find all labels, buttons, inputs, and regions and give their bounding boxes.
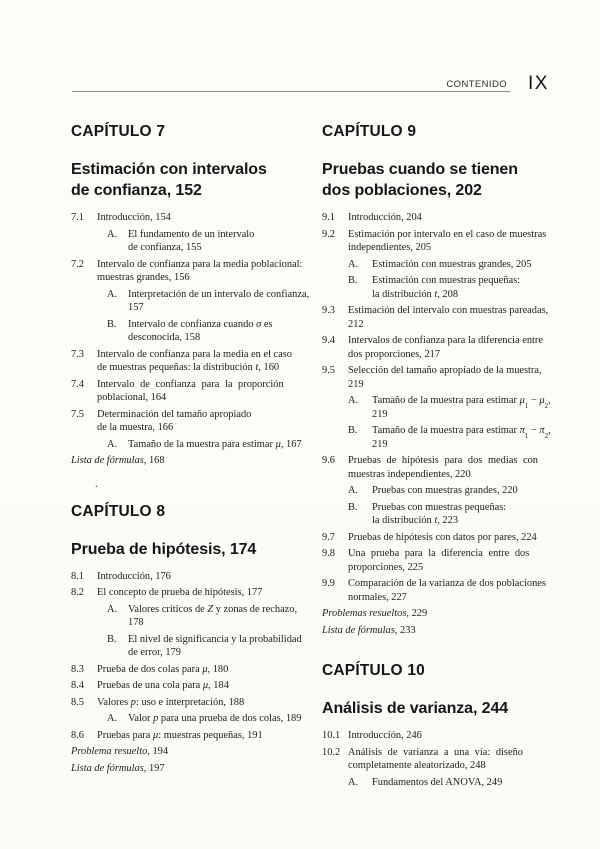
entry-number: A.	[107, 603, 118, 615]
entry-text: Tamaño de la muestra para estimar μ, 167	[128, 438, 302, 450]
entry-number: 10.2	[322, 746, 341, 758]
chapter-7-entries	[71, 211, 310, 468]
entry-number: A.	[107, 228, 118, 240]
entry-text: Lista de fórmulas, 168	[71, 455, 165, 466]
entry-text: Pruebas con muestras pequeñas: la distribución t, 223	[372, 501, 507, 526]
entry-number: B.	[348, 275, 358, 286]
column-right	[322, 124, 555, 792]
toc-entry	[71, 408, 302, 435]
entry-text: Lista de fórmulas, 233	[322, 624, 416, 636]
toc-entry	[322, 729, 555, 743]
entry-number: 8.1	[71, 570, 84, 582]
entry-text: Intervalo de confianza para la proporción poblacional, 164	[97, 378, 284, 403]
entry-number: 8.5	[71, 696, 84, 708]
toc-entry	[322, 394, 555, 421]
toc-entry	[71, 228, 302, 255]
entry-text: Fundamentos del ANOVA, 249	[372, 776, 503, 788]
toc-entry	[322, 746, 555, 773]
entry-text: Intervalo de confianza para la media en el caso de muestras pequeñas: la distribución t, 160	[97, 348, 293, 373]
running-head-label: CONTENIDO	[446, 79, 507, 90]
toc-entry	[71, 211, 302, 225]
entry-text: Selección del tamaño apropiado de la muestra, 219	[348, 365, 542, 390]
entry-number: 8.2	[71, 587, 84, 598]
entry-text: Valores p: uso e interpretación, 188	[97, 696, 245, 708]
entry-number: A.	[107, 288, 118, 300]
chapter-8-kicker: CAPÍTULO 8	[71, 502, 166, 520]
entry-number: 9.1	[322, 212, 335, 223]
toc-entry	[322, 577, 555, 604]
entry-number: 9.6	[322, 455, 335, 466]
entry-number: 7.2	[71, 258, 84, 270]
entry-text: Tamaño de la muestra para estimar $\mu_1 - \mu_2$, 219	[372, 395, 551, 420]
toc-entry	[71, 712, 302, 726]
toc-entry	[322, 274, 555, 301]
toc-entry	[71, 438, 302, 452]
toc-entry	[322, 484, 555, 498]
entry-text: Problemas resueltos, 229	[322, 608, 428, 619]
entry-number: 9.4	[322, 335, 335, 346]
entry-number: 9.3	[322, 305, 335, 316]
entry-text: Lista de fórmulas, 197	[71, 762, 165, 774]
toc-entry	[71, 318, 302, 345]
entry-text: Estimación con muestras grandes, 205	[372, 258, 532, 270]
toc-entry	[71, 288, 310, 315]
entry-text: Introducción, 246	[348, 730, 422, 741]
toc-entry	[71, 258, 302, 285]
entry-text: Pruebas de hipótesis para dos medias con muestras independientes, 220	[348, 455, 538, 480]
entry-text: Valores críticos de Z y zonas de rechazo, 178	[128, 603, 298, 628]
toc-entry	[322, 364, 555, 391]
entry-text: Análisis de varianza a una vía: diseño completamente aleatorizado, 248	[348, 746, 523, 771]
entry-text: Intervalos de confianza para la diferencia entre dos proporciones, 217	[348, 335, 543, 360]
entry-text: Problema resuelto, 194	[71, 746, 169, 757]
toc-entry	[322, 607, 555, 621]
entry-number: 9.2	[322, 228, 335, 240]
toc-entry	[322, 258, 555, 272]
entry-number: 10.1	[322, 730, 341, 741]
toc-entry	[322, 211, 555, 225]
entry-text: Determinación del tamaño apropiado de la muestra, 166	[97, 408, 252, 433]
chapter-8	[71, 504, 302, 776]
scan-artifact-dot: .	[95, 478, 98, 490]
entry-text: Una prueba para la diferencia entre dos proporciones, 225	[348, 548, 530, 573]
toc-entry	[322, 304, 555, 331]
entry-number: 7.3	[71, 348, 84, 360]
entry-number: 8.4	[71, 680, 84, 691]
chapter-10	[322, 663, 555, 789]
toc-entry	[71, 586, 302, 600]
toc-entry	[322, 424, 555, 451]
toc-entry	[71, 603, 302, 630]
toc-entry	[71, 762, 302, 776]
entry-number: A.	[107, 713, 118, 724]
entry-number: A.	[348, 258, 359, 270]
entry-number: 9.5	[322, 365, 335, 376]
chapter-9-kicker: CAPÍTULO 9	[322, 123, 417, 140]
entry-text: Tamaño de la muestra para estimar $\pi_1 - \pi_2$, 219	[372, 425, 551, 450]
chapter-10-kicker: CAPÍTULO 10	[322, 662, 425, 679]
toc-entry	[71, 378, 302, 405]
toc-entry	[71, 348, 302, 375]
entry-text: Pruebas con muestras grandes, 220	[372, 485, 518, 496]
entry-number: 8.3	[71, 663, 84, 675]
chapter-10-title: Análisis de varianza, 244	[322, 700, 509, 717]
entry-number: A.	[348, 395, 359, 406]
toc-entry	[71, 454, 302, 468]
toc-entry	[71, 745, 302, 759]
toc-entry	[322, 501, 555, 528]
chapter-9-title: Pruebas cuando se tienen dos poblaciones, 202	[322, 161, 518, 199]
entry-text: Intervalo de confianza para la media poblacional: muestras grandes, 156	[97, 258, 303, 283]
chapter-7-title: Estimación con intervalos de confianza, 152	[71, 161, 267, 199]
entry-text: Intervalo de confianza cuando σ es desconocida, 158	[128, 318, 273, 343]
entry-number: 9.9	[322, 578, 335, 589]
chapter-9	[322, 124, 555, 637]
entry-number: 9.7	[322, 531, 335, 543]
entry-text: Pruebas de una cola para μ, 184	[97, 680, 229, 691]
chapter-7	[71, 123, 310, 468]
entry-number: A.	[348, 485, 359, 496]
toc-entry	[322, 776, 555, 790]
chapter-7-kicker: CAPÍTULO 7	[71, 123, 166, 140]
page-number: IX	[528, 73, 549, 94]
toc-entry	[322, 454, 555, 481]
entry-text: Prueba de dos colas para μ, 180	[97, 663, 229, 675]
entry-text: Pruebas para μ: muestras pequeñas, 191	[97, 729, 263, 741]
chapter-9-entries	[322, 211, 555, 637]
entry-text: El concepto de prueba de hipótesis, 177	[97, 587, 263, 598]
entry-text: Introducción, 176	[97, 570, 171, 582]
toc-entry	[322, 334, 555, 361]
toc-entry	[71, 696, 302, 710]
entry-number: B.	[348, 425, 358, 436]
toc-entry	[322, 624, 555, 638]
entry-text: Comparación de la varianza de dos poblaciones normales, 227	[348, 578, 546, 603]
entry-text: Valor p para una prueba de dos colas, 189	[128, 713, 302, 724]
entry-text: Interpretación de un intervalo de confianza, 157	[128, 288, 310, 313]
toc-entry	[322, 228, 555, 255]
toc-entry	[71, 570, 302, 584]
entry-text: Estimación del intervalo con muestras pareadas, 212	[348, 305, 549, 330]
entry-number: B.	[348, 501, 358, 513]
entry-text: El fundamento de un intervalo de confianza, 155	[128, 228, 255, 253]
entry-number: 7.5	[71, 408, 84, 420]
entry-number: B.	[107, 318, 117, 330]
entry-number: A.	[107, 438, 118, 450]
entry-number: B.	[107, 633, 117, 645]
entry-text: El nivel de significancia y la probabilidad de error, 179	[128, 633, 302, 658]
toc-entry	[71, 679, 302, 693]
entry-number: A.	[348, 776, 359, 788]
chapter-8-title: Prueba de hipótesis, 174	[71, 540, 257, 558]
toc-entry	[71, 633, 302, 660]
entry-text: Estimación por intervalo en el caso de muestras independientes, 205	[348, 228, 547, 253]
header-rule	[72, 91, 510, 92]
column-left	[71, 123, 310, 778]
entry-text: Introducción, 154	[97, 212, 171, 223]
entry-number: 8.6	[71, 729, 84, 741]
entry-text: Estimación con muestras pequeñas: la distribución t, 208	[372, 275, 521, 300]
entry-number: 7.4	[71, 378, 84, 390]
chapter-10-entries	[322, 729, 555, 789]
chapter-8-entries	[71, 570, 302, 776]
entry-number: 9.8	[322, 548, 335, 559]
entry-text: Introducción, 204	[348, 212, 422, 223]
toc-entry	[322, 547, 555, 574]
toc-entry	[71, 663, 302, 677]
entry-text: Pruebas de hipótesis con datos por pares, 224	[348, 531, 537, 543]
entry-number: 7.1	[71, 212, 84, 223]
toc-entry	[71, 729, 302, 743]
toc-entry	[322, 531, 555, 545]
